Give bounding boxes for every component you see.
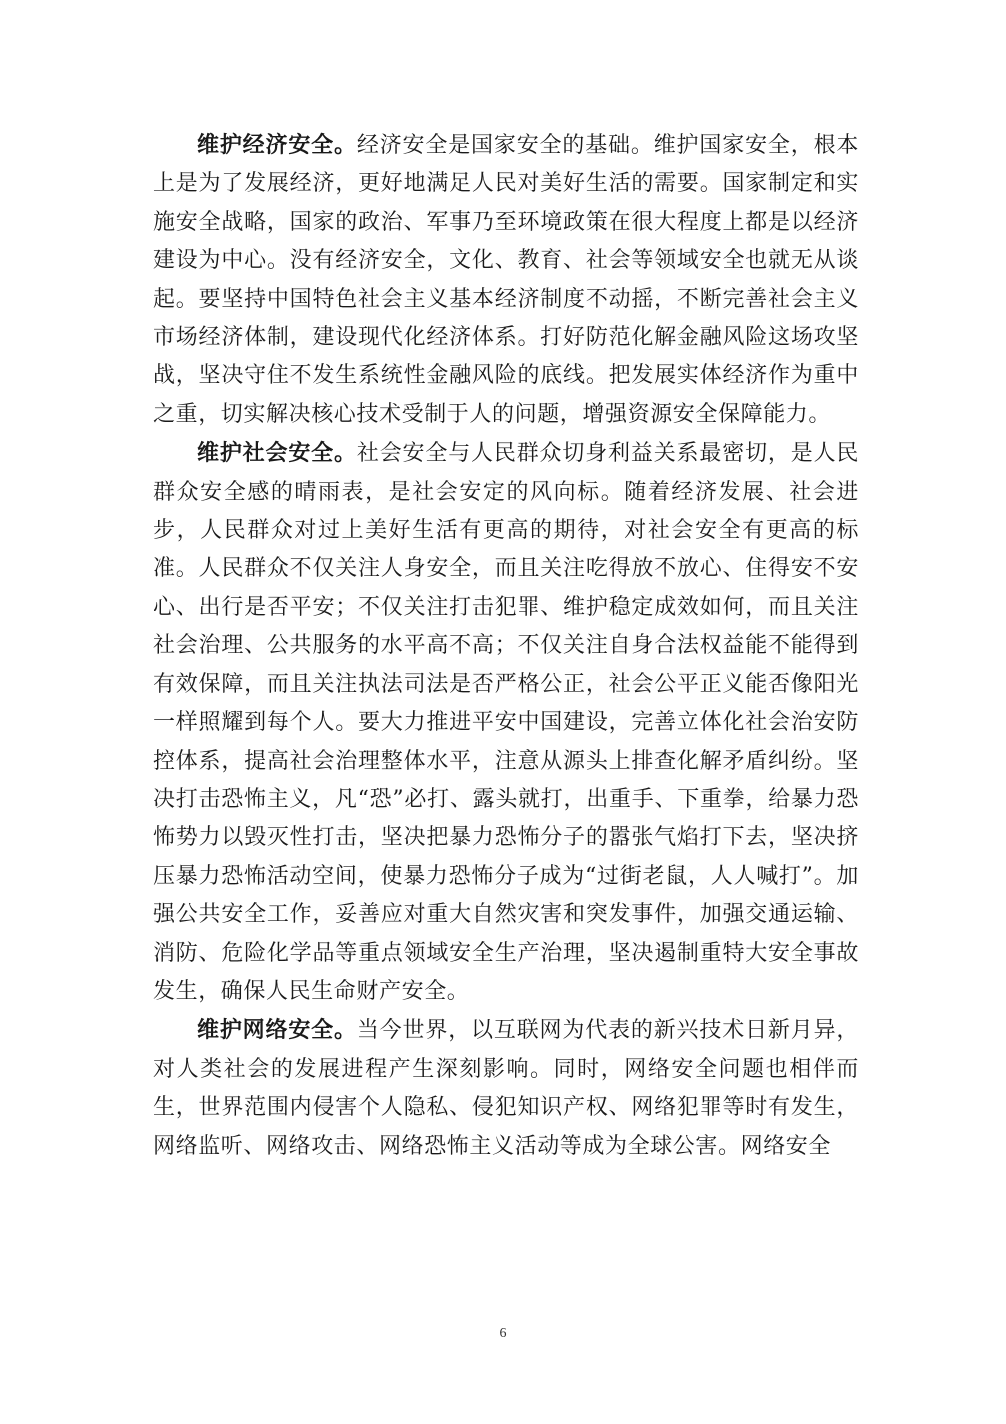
paragraph-network-security xyxy=(153,1011,859,1166)
body-text xyxy=(153,126,859,1166)
paragraph-heading: 维护经济安全。 xyxy=(197,132,357,158)
paragraph-economic-security xyxy=(153,126,859,434)
paragraph-text: 经济安全是国家安全的基础。维护国家安全，根本上是为了发展经济，更好地满足人民对美好生活的需要。国家制定和实施安全战略，国家的政治、军事乃至环境政策在很大程度上都是以经济建设为中心。没有经济安全，文化、教育、社会等领域安全也就无从谈起。要坚持中国特色社会主义基本经济制度不动摇，不断完善社会主义市场经济体制，建设现代化经济体系。打好防范化解金融风险这场攻坚战，坚决守住不发生系统性金融风险的底线。把发展实体经济作为重中之重，切实解决核心技术受制于人的问题，增强资源安全保障能力。 xyxy=(153,133,860,427)
page-number: 6 xyxy=(499,1326,507,1341)
paragraph-social-security xyxy=(153,434,859,1011)
paragraph-text: 当今世界，以互联网为代表的新兴技术日新月异，对人类社会的发展进程产生深刻影响。同时，网络安全问题也相伴而生，世界范围内侵害个人隐私、侵犯知识产权、网络犯罪等时有发生，网络监听、网络攻击、网络恐怖主义活动等成为全球公害。网络安全 xyxy=(153,1018,860,1159)
paragraph-heading: 维护网络安全。 xyxy=(197,1017,357,1044)
paragraph-heading: 维护社会安全。 xyxy=(197,440,357,467)
paragraph-text: 社会安全与人民群众切身利益关系最密切，是人民群众安全感的晴雨表，是社会安定的风向标。随着经济发展、社会进步，人民群众对过上美好生活有更高的期待，对社会安全有更高的标准。人民群众不仅关注人身安全，而且关注吃得放不放心、住得安不安心、出行是否平安；不仅关注打击犯罪、维护稳定成效如何，而且关注社会治理、公共服务的水平高不高；不仅关注自身合法权益能不能得到有效保障，而且关注执法司法是否严格公正，社会公平正义能否像阳光一样照耀到每个人。要大力推进平安中国建设，完善立体化社会治安防控体系，提高社会治理整体水平，注意从源头上排查化解矛盾纠纷。坚决打击恐怖主义，凡“恐”必打、露头就打，出重手、下重拳，给暴力恐怖势力以毁灭性打击，坚决把暴力恐怖分子的嚣张气焰打下去，坚决挤压暴力恐怖活动空间，使暴力恐怖分子成为“过街老鼠，人人喊打”。加强公共安全工作，妥善应对重大自然灾害和突发事件，加强交通运输、消防、危险化学品等重点领域安全生产治理，坚决遏制重特大安全事故发生，确保人民生命财产安全。 xyxy=(153,441,860,1004)
